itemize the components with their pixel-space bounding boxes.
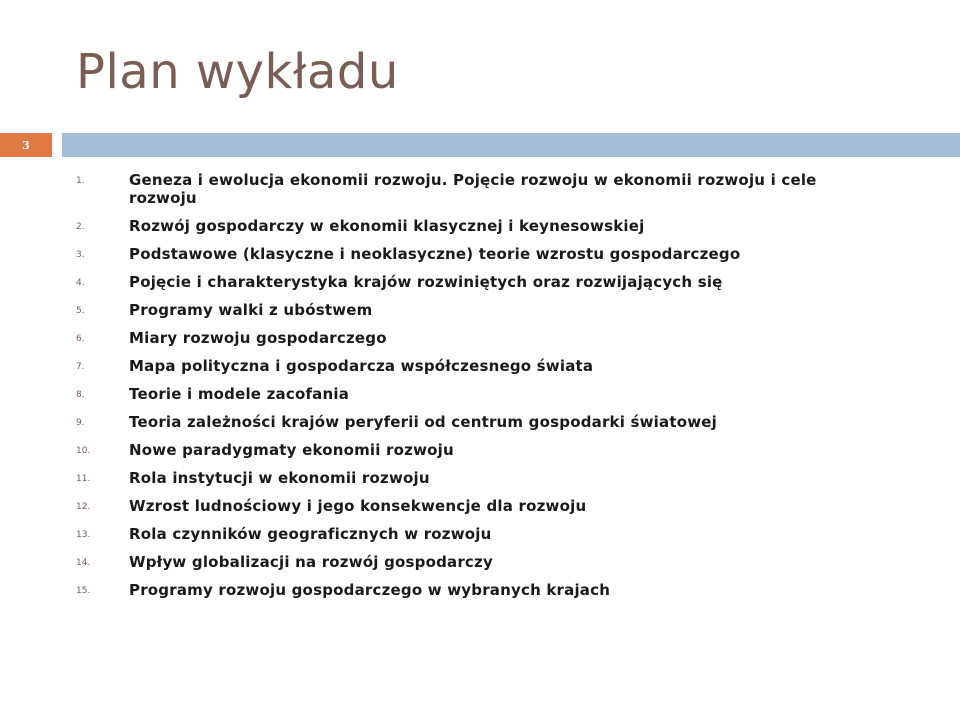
agenda-item-text: Rola czynników geograficznych w rozwoju (129, 525, 492, 543)
slide-number: 3 (22, 138, 30, 152)
agenda-item-number: 3. (76, 250, 85, 260)
agenda-item-text: Programy rozwoju gospodarczego w wybranych krajach (129, 581, 611, 599)
agenda-list (76, 171, 836, 609)
agenda-item (76, 385, 836, 403)
agenda-item (76, 171, 836, 207)
agenda-item (76, 441, 836, 459)
agenda-item-text: Pojęcie i charakterystyka krajów rozwiniętych oraz rozwijających się (129, 273, 723, 291)
agenda-item-number: 6. (76, 334, 85, 344)
agenda-item-number: 11. (76, 474, 91, 484)
agenda-item-text: Teorie i modele zacofania (129, 385, 350, 403)
agenda-item (76, 553, 836, 571)
agenda-item (76, 525, 836, 543)
agenda-item-text: Rola instytucji w ekonomii rozwoju (129, 469, 430, 487)
agenda-item-text: Programy walki z ubóstwem (129, 301, 373, 319)
agenda-item-text: Miary rozwoju gospodarczego (129, 329, 387, 347)
agenda-item-number: 7. (76, 362, 85, 372)
agenda-item (76, 413, 836, 431)
agenda-item-number: 15. (76, 586, 91, 596)
agenda-item-text: Podstawowe (klasyczne i neoklasyczne) teorie wzrostu gospodarczego (129, 245, 741, 263)
agenda-item (76, 273, 836, 291)
agenda-item-number: 5. (76, 306, 85, 316)
slide-number-badge (0, 133, 52, 157)
agenda-item (76, 245, 836, 263)
agenda-item (76, 581, 836, 599)
agenda-item (76, 329, 836, 347)
agenda-item (76, 217, 836, 235)
header-bar (62, 133, 960, 157)
agenda-item-number: 9. (76, 418, 85, 428)
agenda-item-text: Wzrost ludnościowy i jego konsekwencje dla rozwoju (129, 497, 587, 515)
agenda-item-text: Nowe paradygmaty ekonomii rozwoju (129, 441, 454, 459)
agenda-item (76, 301, 836, 319)
agenda-item-number: 12. (76, 502, 91, 512)
agenda-item-number: 8. (76, 390, 85, 400)
agenda-item (76, 497, 836, 515)
agenda-item-number: 14. (76, 558, 91, 568)
agenda-item-text: Mapa polityczna i gospodarcza współczesnego świata (129, 357, 594, 375)
agenda-item (76, 469, 836, 487)
agenda-item-number: 1. (76, 176, 85, 186)
agenda-item (76, 357, 836, 375)
agenda-item-number: 2. (76, 222, 85, 232)
agenda-item-text: Teoria zależności krajów peryferii od centrum gospodarki światowej (129, 413, 717, 431)
slide-title: Plan wykładu (76, 44, 399, 100)
agenda-item-text: Wpływ globalizacji na rozwój gospodarczy (129, 553, 493, 571)
agenda-item-number: 13. (76, 530, 91, 540)
agenda-item-text: Rozwój gospodarczy w ekonomii klasycznej i keynesowskiej (129, 217, 645, 235)
agenda-item-text: Geneza i ewolucja ekonomii rozwoju. Pojęcie rozwoju w ekonomii rozwoju i cele rozwoju (129, 171, 817, 207)
agenda-item-number: 4. (76, 278, 85, 288)
agenda-item-number: 10. (76, 446, 91, 456)
